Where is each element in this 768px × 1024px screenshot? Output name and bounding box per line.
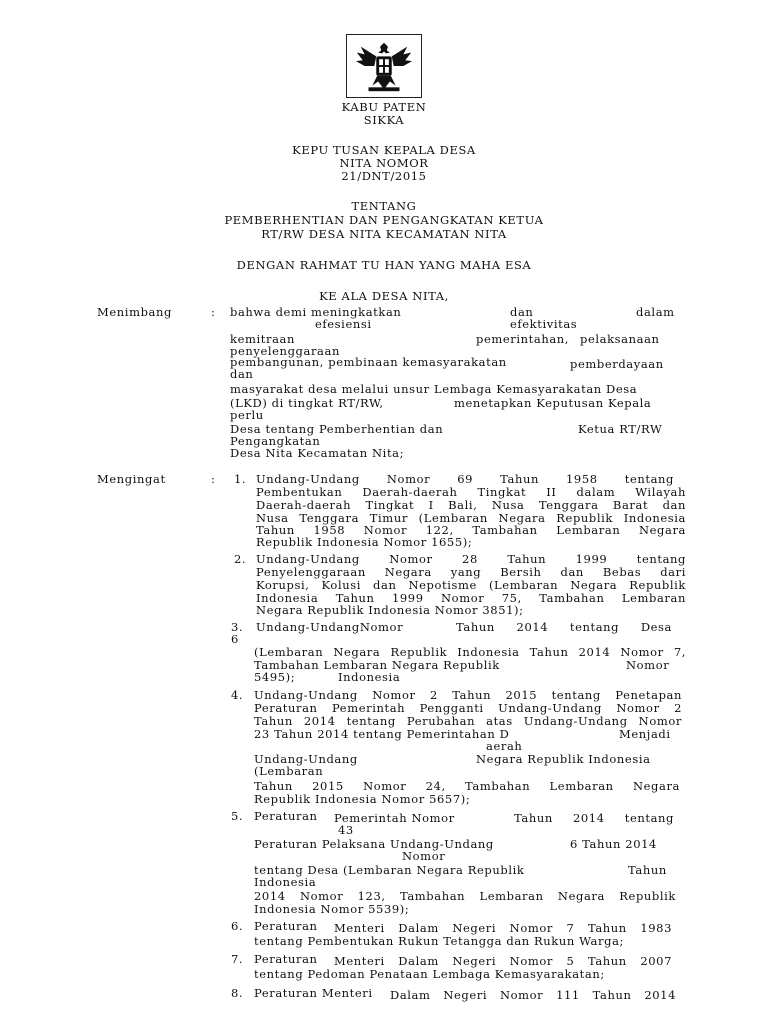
text-line: 23 Tahun 2014 tentang Pemerintahan D (254, 727, 510, 741)
text-line: menetapkan Keputusan Kepala (454, 396, 652, 410)
list-item-number: 5. (231, 809, 244, 823)
region-line-2: SIKKA (363, 113, 405, 127)
text-line: Tahun 2014 tentang Desa (456, 620, 672, 634)
text-line: Undang-Undang Nomor 69 Tahun 1958 tentang (256, 472, 674, 486)
text-line: efektivitas (510, 317, 578, 331)
text-line: (Lembaran (254, 764, 324, 778)
list-item-number: 3. (231, 620, 244, 634)
text-line: pemerintahan, (476, 332, 570, 346)
text-line: Republik Indonesia Nomor 1655); (256, 535, 473, 549)
subject-line-1: PEMBERHENTIAN DAN PENGANGKATAN KETUA (224, 213, 544, 227)
text-line: tentang Pembentukan Rukun Tetangga dan Rukun Warga; (254, 934, 625, 948)
list-item-number: 7. (231, 952, 244, 966)
text-line: aerah (486, 739, 523, 753)
region-line-1: KABU PATEN (341, 100, 427, 114)
decree-title-line-1: KEPU TUSAN KEPALA DESA (292, 143, 476, 157)
about-heading: TENTANG (351, 199, 417, 213)
text-line: 5495); (254, 670, 296, 684)
text-line: Undang-Undang Nomor 28 Tahun 1999 tentang (256, 552, 686, 566)
text-line: efesiensi (315, 317, 372, 331)
text-line: Negara Republik Indonesia (476, 752, 651, 766)
text-line: 6 Tahun 2014 (570, 837, 657, 851)
text-line: Nusa Tenggara Timur (Lembaran Negara Republik Indonesia (256, 511, 686, 525)
text-line: Tahun 2015 Nomor 24, Tambahan Lembaran Negara (254, 779, 680, 793)
text-line: tentang Pedoman Penataan Lembaga Kemasyarakatan; (254, 967, 605, 981)
subject-line-2: RT/RW DESA NITA KECAMATAN NITA (261, 227, 507, 241)
text-line: Nomor (402, 849, 446, 863)
text-line: Peraturan (254, 952, 318, 966)
text-line: Peraturan (254, 809, 318, 823)
text-line: Menteri Dalam Negeri Nomor 5 Tahun 2007 (334, 954, 672, 968)
text-line: Peraturan Menteri (254, 986, 373, 1000)
authority-line: KE ALA DESA NITA, (319, 289, 449, 303)
text-line: Indonesia (338, 670, 401, 684)
text-line: Peraturan Pelaksana Undang-Undang (254, 837, 494, 851)
text-line: Indonesia (254, 875, 317, 889)
text-line: Tambahan Lembaran Negara Republik (254, 658, 500, 672)
text-line: pembangunan, pembinaan kemasyarakatan (230, 355, 507, 369)
text-line: masyarakat desa melalui unsur Lembaga Kemasyarakatan Desa (230, 382, 638, 396)
text-line: 43 (338, 823, 354, 837)
text-line: pelaksanaan (580, 332, 660, 346)
text-line: 2014 Nomor 123, Tambahan Lembaran Negara Republik (254, 889, 676, 903)
text-line: bahwa demi meningkatkan (230, 305, 402, 319)
text-line: tentang Desa (Lembaran Negara Republik (254, 863, 525, 877)
text-line: Dalam Negeri Nomor 111 Tahun 2014 (390, 988, 676, 1002)
text-line: perlu (230, 408, 264, 422)
text-line: Menteri Dalam Negeri Nomor 7 Tahun 1983 (334, 921, 672, 935)
decree-number: 21/DNT/2015 (341, 169, 427, 183)
text-line: Tahun 2014 tentang (514, 811, 674, 825)
menimbang-label: Menimbang (97, 305, 172, 319)
text-line: pemberdayaan (570, 357, 664, 371)
garuda-emblem-icon (346, 34, 422, 98)
text-line: Daerah-daerah Tingkat I Bali, Nusa Tenggara Barat dan (256, 498, 686, 512)
text-line: penyelenggaraan (230, 344, 340, 358)
text-line: Tahun (628, 863, 667, 877)
list-item-number: 6. (231, 919, 244, 933)
text-line: dan (230, 367, 254, 381)
list-item-number: 1. (234, 472, 247, 486)
text-line: Peraturan (254, 919, 318, 933)
text-line: Pengangkatan (230, 434, 321, 448)
text-line: Indonesia Tahun 1999 Nomor 75, Tambahan Lembaran (256, 591, 686, 605)
mengingat-label: Mengingat (97, 472, 166, 486)
text-line: dalam (636, 305, 675, 319)
menimbang-colon: : (211, 305, 216, 319)
text-line: Ketua RT/RW (578, 422, 663, 436)
text-line: Desa Nita Kecamatan Nita; (230, 446, 405, 460)
text-line: Menjadi (619, 727, 671, 741)
text-line: (Lembaran Negara Republik Indonesia Tahun 2014 Nomor 7, (254, 645, 686, 659)
text-line: Tahun 2014 tentang Perubahan atas Undang-Undang Nomor (254, 714, 682, 728)
text-line: Negara Republik Indonesia Nomor 3851); (256, 603, 524, 617)
text-line: Tahun 1958 Nomor 122, Tambahan Lembaran Negara (256, 523, 686, 537)
text-line: Undang-Undang (254, 752, 358, 766)
text-line: 6 (231, 632, 239, 646)
text-line: Peraturan Pemerintah Pengganti Undang-Undang Nomor 2 (254, 701, 682, 715)
text-line: Pemerintah Nomor (334, 811, 455, 825)
text-line: Undang-Undang Nomor 2 Tahun 2015 tentang Penetapan (254, 688, 682, 702)
text-line: Undang-UndangNomor (256, 620, 404, 634)
list-item-number: 2. (234, 552, 247, 566)
decree-title-line-2: NITA NOMOR (339, 156, 429, 170)
text-line: Korupsi, Kolusi dan Nepotisme (Lembaran Negara Republik (256, 578, 686, 592)
text-line: dan (510, 305, 534, 319)
invocation: DENGAN RAHMAT TU HAN YANG MAHA ESA (236, 258, 532, 272)
mengingat-colon: : (211, 472, 216, 486)
text-line: kemitraan (230, 332, 295, 346)
list-item-number: 8. (231, 986, 244, 1000)
text-line: Penyelenggaraan Negara yang Bersih dan Bebas dari (256, 565, 686, 579)
text-line: Nomor (626, 658, 670, 672)
text-line: (LKD) di tingkat RT/RW, (230, 396, 384, 410)
text-line: Pembentukan Daerah-daerah Tingkat II dalam Wilayah (256, 485, 686, 499)
list-item-number: 4. (231, 688, 244, 702)
text-line: Indonesia Nomor 5539); (254, 902, 410, 916)
text-line: Desa tentang Pemberhentian dan (230, 422, 444, 436)
text-line: Republik Indonesia Nomor 5657); (254, 792, 471, 806)
